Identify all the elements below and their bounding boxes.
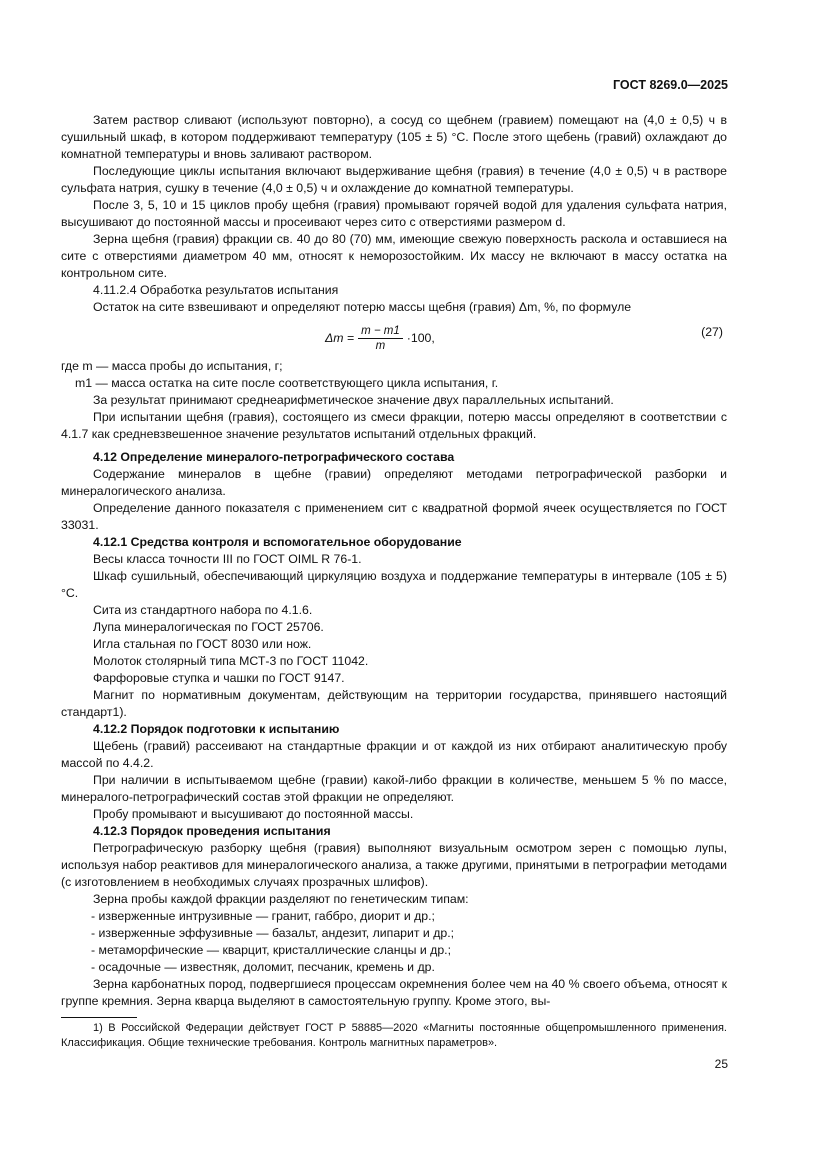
list-item: - изверженные интрузивные — гранит, габбро, диорит и др.; <box>91 909 435 923</box>
equipment-item: Лупа минералогическая по ГОСТ 25706. <box>93 620 324 634</box>
section-4-12-2-title: 4.12.2 Порядок подготовки к испытанию <box>93 722 340 736</box>
section-4-12-body <box>61 466 727 534</box>
paragraph: Остаток на сите взвешивают и определяют потерю массы щебня (гравия) Δm, %, по формуле <box>93 300 632 314</box>
section-4-12-2-body <box>61 738 727 823</box>
paragraphs-after <box>61 392 727 443</box>
paragraph: Затем раствор сливают (используют повторно), а сосуд со щебнем (гравием) помещают на (4,0 ± 0,5) ч в сушильный шкаф, в котором поддерживают температуру (105 ± 5) °С. После этого щебень (гравий) охлаждают до комнатной температуры и вновь заливают раствором. <box>61 113 727 161</box>
section-4-12-3-body <box>61 840 727 908</box>
paragraph: Последующие циклы испытания включают выдерживание щебня (гравия) в течение (4,0 ± 0,5) ч в растворе сульфата натрия, сушку в течение (4,0 ± 0,5) ч и охлаждение до комнатной температуры. <box>61 164 727 195</box>
paragraph: Пробу промывают и высушивают до постоянной массы. <box>93 807 414 821</box>
section-4-12-1-body <box>61 551 727 721</box>
equipment-item: Игла стальная по ГОСТ 8030 или нож. <box>93 637 312 651</box>
footnote: 1) В Российской Федерации действует ГОСТ Р 58885—2020 «Магниты постоянные общепромышленного применения. Классификация. Общие технические требования. Контроль магнитных параметров». <box>61 1022 727 1049</box>
paragraph: За результат принимают среднеарифметическое значение двух параллельных испытаний. <box>93 393 614 407</box>
paragraph: Определение данного показателя с применением сит с квадратной формой ячеек осуществляется по ГОСТ 33031. <box>61 501 727 532</box>
formula-lhs: Δm = <box>325 331 355 345</box>
section-4-12-1-title: 4.12.1 Средства контроля и вспомогательное оборудование <box>93 535 462 549</box>
list-item: - осадочные — известняк, доломит, песчаник, кремень и др. <box>91 960 435 974</box>
paragraph: После 3, 5, 10 и 15 циклов пробу щебня (гравия) промывают горячей водой для удаления сульфата натрия, высушивают до постоянной массы и просеивают через сито с отверстиями размером d. <box>61 198 727 229</box>
paragraphs-before <box>61 112 727 316</box>
section-4-12-3-closing: Зерна карбонатных пород, подвергшиеся процессам окремнения более чем на 40 % своего объема, относят к группе кремния. Зерна кварца выделяют в самостоятельную группу. Кроме этого, вы- <box>61 977 727 1008</box>
document-id: ГОСТ 8269.0—2025 <box>612 78 728 92</box>
formula-fraction <box>358 324 403 353</box>
paragraph: 4.11.2.4 Обработка результатов испытания <box>93 283 339 297</box>
formula-27 <box>61 318 727 358</box>
list-item: - метаморфические — кварцит, кристаллические сланцы и др.; <box>91 943 451 957</box>
section-4-12-title: 4.12 Определение минералого-петрографического состава <box>93 450 455 464</box>
equipment-item: Магнит по нормативным документам, действующим на территории государства, принявшего настоящий стандарт1). <box>61 688 727 719</box>
paragraph: При испытании щебня (гравия), состоящего из смеси фракции, потерю массы определяют в соответствии с 4.1.7 как средневзвешенное значение результатов испытаний отдельных фракций. <box>61 410 727 441</box>
paragraph: Петрографическую разборку щебня (гравия) выполняют визуальным осмотром зерен с помощью лупы, используя набор реактивов для минералогического анализа, а также другими, принятыми в петрографии методами (с изготовлением в необходимых случаях прозрачных шлифов). <box>61 841 727 889</box>
paragraph: При наличии в испытываемом щебне (гравии) какой-либо фракции в количестве, меньшем 5 % по массе, минералого-петрографический состав этой фракции не определяют. <box>61 773 727 804</box>
footnote-divider <box>61 1017 137 1018</box>
paragraph: Содержание минералов в щебне (гравии) определяют методами петрографической разборки и минералогического анализа. <box>61 467 727 498</box>
equipment-item: Фарфоровые ступка и чашки по ГОСТ 9147. <box>93 671 345 685</box>
equipment-item: Молоток столярный типа МСТ-3 по ГОСТ 11042. <box>93 654 369 668</box>
paragraph: Зерна щебня (гравия) фракции св. 40 до 80 (70) мм, имеющие свежую поверхность раскола и оставшиеся на сите с отверстиями диаметром 40 мм, относят к неморозостойким. Их массу не включают в массу остатка на контрольном сите. <box>61 232 727 280</box>
where-line-1: где m — масса пробы до испытания, г; <box>61 359 283 373</box>
formula-number: (27) <box>701 325 723 339</box>
formula-denominator: m <box>375 340 386 352</box>
equipment-item: Шкаф сушильный, обеспечивающий циркуляцию воздуха и поддержание температуры в интервале (105 ± 5) °С. <box>61 569 727 600</box>
equipment-item: Сита из стандартного набора по 4.1.6. <box>93 603 313 617</box>
paragraph: Зерна пробы каждой фракции разделяют по генетическим типам: <box>93 892 469 906</box>
formula-rhs: ·100, <box>406 331 435 345</box>
equipment-item: Весы класса точности III по ГОСТ OIML R 76-1. <box>93 552 362 566</box>
rock-type-list <box>61 908 727 976</box>
section-4-12-3-title: 4.12.3 Порядок проведения испытания <box>93 824 331 838</box>
page-number: 25 <box>714 1057 728 1071</box>
list-item: - изверженные эффузивные — базальт, андезит, липарит и др.; <box>91 926 455 940</box>
paragraph: Щебень (гравий) рассеивают на стандартные фракции и от каждой из них отбирают аналитическую пробу массой по 4.4.2. <box>61 739 727 770</box>
document-body <box>61 112 727 1010</box>
where-line-2: m1 — масса остатка на сите после соответствующего цикла испытания, г. <box>75 376 499 390</box>
formula-numerator: m − m1 <box>358 324 403 339</box>
